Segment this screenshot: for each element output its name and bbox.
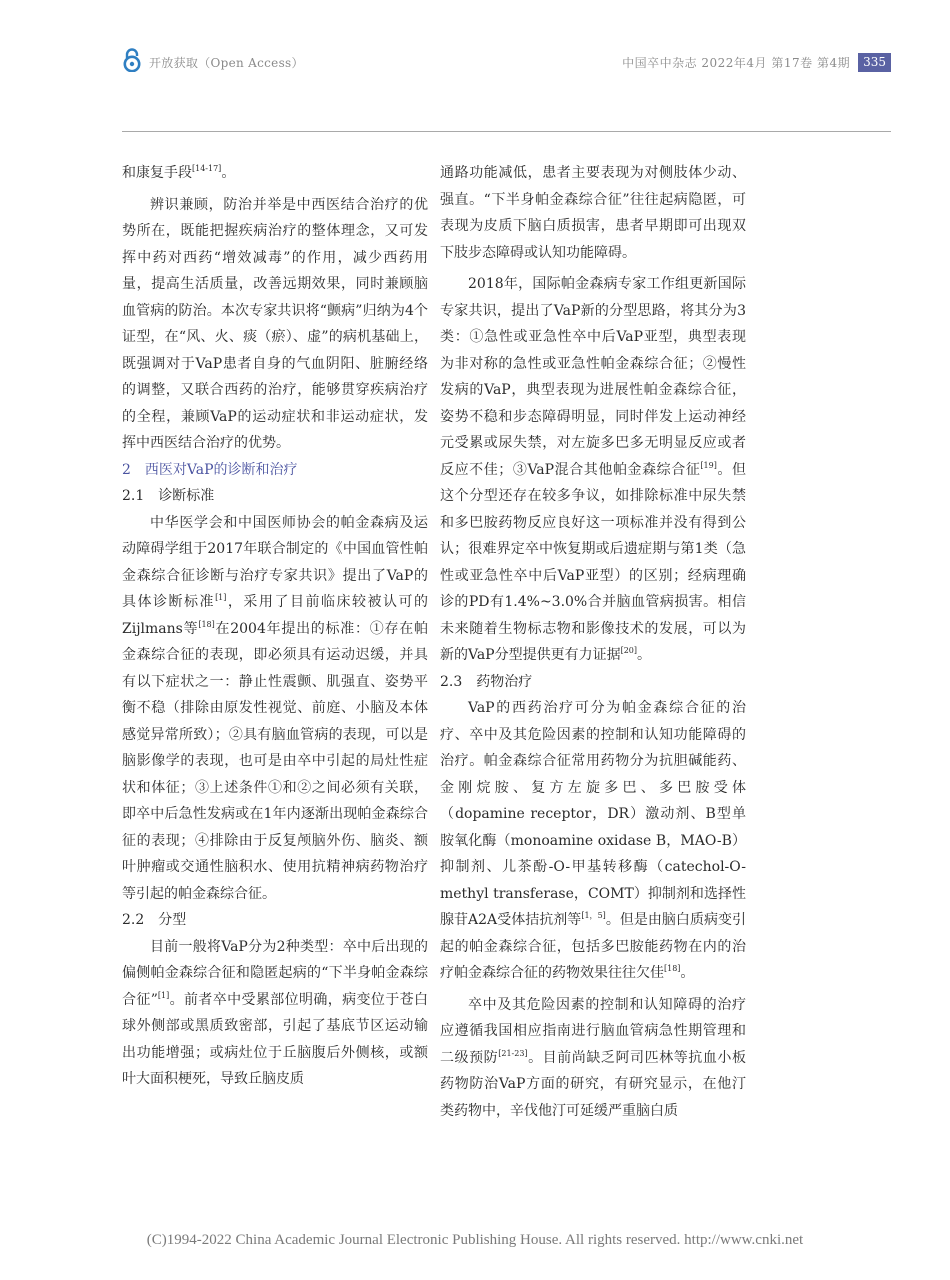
- left-column: [122, 160, 428, 1093]
- citation: [21-23]: [498, 1048, 528, 1058]
- citation: [14-17]: [192, 164, 222, 173]
- copyright-footer: (C)1994-2022 China Academic Journal Electronic Publishing House. All rights reserved. http://www.cnki.net: [146, 1232, 804, 1248]
- citation: [20]: [620, 646, 638, 655]
- citation: [18]: [664, 964, 681, 973]
- citation: [1]: [157, 990, 170, 1000]
- header-rule: [122, 131, 891, 132]
- header-right: [622, 52, 891, 72]
- header-left: [122, 50, 304, 74]
- subsection-heading: 2.2 分型: [122, 912, 187, 928]
- citation: [19]: [700, 460, 717, 470]
- open-access-label: 开放获取（Open Access）: [149, 55, 304, 70]
- open-access-icon: [122, 48, 149, 76]
- paragraph: 卒中及其危险因素的控制和认知障碍的治疗应遵循我国相应指南进行脑血管病急性期管理和二级预防[21-23]。目前尚缺乏阿司匹林等抗血小板药物防治VaP方面的研究，有研究显示，在他汀类药物中，辛伐他汀可延缓严重脑白质: [440, 996, 746, 1119]
- citation: [1，5]: [581, 911, 606, 920]
- paragraph: VaP的西药治疗可分为帕金森综合征的治疗、卒中及其危险因素的控制和认知功能障碍的治疗。帕金森综合征常用药物分为抗胆碱能药、金刚烷胺、复方左旋多巴、多巴胺受体（dopamine receptor，DR）激动剂、B型单胺氧化酶（monoamine oxidase B，MAO-B）抑制剂、儿茶酚-O-甲基转移酶（catechol-O-methyl transferase，COMT）抑制剂和选择性腺苷A2A受体拮抗剂等[1，5]。但是由脑白质病变引起的帕金森综合征，包括多巴胺能药物在内的治疗帕金森综合征的药物效果往往欠佳[18]。: [440, 700, 747, 981]
- paragraph: 辨识兼顾，防治并举是中西医结合治疗的优势所在，既能把握疾病治疗的整体理念，又可发挥中药对西药“增效减毒”的作用，减少西药用量，提高生活质量，改善远期效果，同时兼顾脑血管病的防治。本次专家共识将“颤病”归纳为4个证型，在“风、火、痰（瘀）、虚”的病机基础上，既强调对于VaP患者自身的气血阴阳、脏腑经络的调整，又联合西药的治疗，能够贯穿疾病治疗的全程，兼顾VaP的运动症状和非运动症状，发挥中西医结合治疗的优势。: [122, 196, 428, 451]
- subsection-heading: 2.3 药物治疗: [440, 673, 533, 690]
- paragraph: 目前一般将VaP分为2种类型：卒中后出现的偏侧帕金森综合征和隐匿起病的“下半身帕金森综合征”[1]。前者卒中受累部位明确，病变位于苍白球外侧部或黑质致密部，引起了基底节区运动输出功能增强；或病灶位于丘脑腹后外侧核，或额叶大面积梗死，导致丘脑皮质: [122, 938, 428, 1087]
- page-number: 335: [858, 53, 891, 72]
- right-column: [440, 160, 746, 1124]
- section-heading: 2 西医对VaP的诊断和治疗: [122, 461, 298, 478]
- paragraph: 2018年，国际帕金森病专家工作组更新国际专家共识，提出了VaP新的分型思路，将其分为3类：①急性或亚急性卒中后VaP亚型，典型表现为非对称的急性或亚急性帕金森综合征；②慢性发病的VaP，典型表现为进展性帕金森综合征，姿势不稳和步态障碍明显，同时伴发上运动神经元受累或尿失禁，对左旋多巴多无明显反应或者反应不佳；③VaP混合其他帕金森综合征[19]。但这个分型还存在较多争议，如排除标准中尿失禁和多巴胺药物反应良好这一项标准并没有得到公认；很难界定卒中恢复期或后遗症期与第1类（急性或亚急性卒中后VaP亚型）的区别；经病理确诊的PD有1.4%~3.0%合并脑血管病损害。相信未来随着生物标志物和影像技术的发展，可以为新的VaP分型提供更有力证据[20]。: [440, 276, 746, 663]
- paragraph: 中华医学会和中国医师协会的帕金森病及运动障碍学组于2017年联合制定的《中国血管性帕金森综合征诊断与治疗专家共识》提出了VaP的具体诊断标准[1]，采用了目前临床较被认可的Zijlmans等[18]在2004年提出的标准：①存在帕金森综合征的表现，即必须具有运动迟缓，并具有以下症状之一：静止性震颤、肌强直、姿势平衡不稳（排除由原发性视觉、前庭、小脑及本体感觉异常所致）；②具有脑血管病的表现，可以是脑影像学的表现，也可是由卒中引起的局灶性症状和体征；③上述条件①和②之间必须有关联，即卒中后急性发病或在1年内逐渐出现帕金森综合征的表现；④排除由于反复颅脑外伤、脑炎、额叶肿瘤或交通性脑积水、使用抗精神病药物治疗等引起的帕金森综合征。: [122, 514, 429, 902]
- citation: [1]: [215, 593, 227, 602]
- journal-info: 中国卒中杂志 2022年4月 第17卷 第4期: [622, 55, 851, 70]
- paragraph: 和康复手段[14-17]。: [122, 164, 236, 181]
- subsection-heading: 2.1 诊断标准: [122, 488, 215, 504]
- paragraph: 通路功能减低，患者主要表现为对侧肢体少动、强直。“下半身帕金森综合征”往往起病隐匿，可表现为皮质下脑白质损害，患者早期即可出现双下肢步态障碍或认知功能障碍。: [440, 165, 746, 261]
- citation: [18]: [198, 619, 215, 629]
